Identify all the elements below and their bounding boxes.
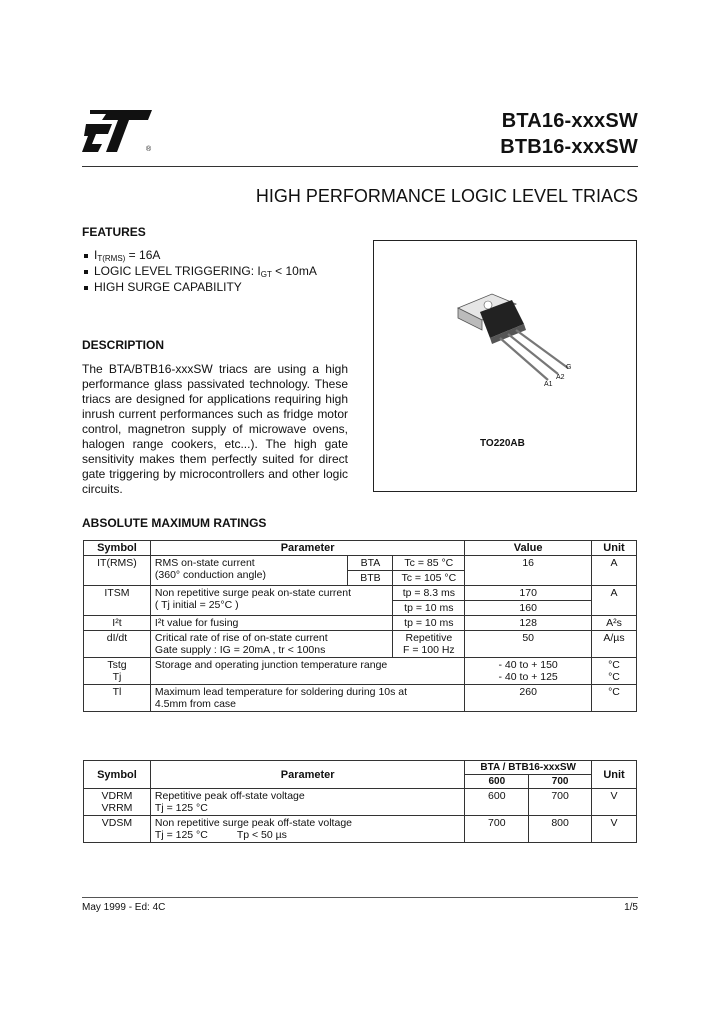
- feature-item: $I_{T(RMS)} = 16A$: [84, 248, 160, 263]
- table-subheader-row: 600 700: [84, 775, 637, 789]
- table-row: Tstg Tj Storage and operating junction temperature range - 40 to + 150 - 40 to + 125 °C °C: [84, 658, 637, 685]
- features-heading: FEATURES: [82, 225, 146, 239]
- table-row: IT(RMS) RMS on-state current (360° conduction angle) BTA Tc = 85 °C 16 A: [84, 556, 637, 571]
- pin-label-a2: A2: [556, 374, 565, 381]
- col-symbol: Symbol: [84, 541, 151, 556]
- table-row: Tl Maximum lead temperature for soldering during 10s at 4.5mm from case 260 °C: [84, 685, 637, 712]
- voltage-table: [83, 760, 637, 843]
- ratings-heading: ABSOLUTE MAXIMUM RATINGS: [82, 516, 267, 530]
- registered-mark: ®: [146, 146, 152, 153]
- part-number-bta: BTA16-xxxSW: [501, 110, 638, 132]
- package-name: TO220AB: [480, 438, 525, 449]
- table-row: VDSM Non repetitive surge peak off-state voltage Tj = 125 °C Tp < 50 µs 700 800 V: [84, 816, 637, 843]
- footer-rule: [82, 897, 638, 898]
- table-row: tp = 10 ms 160: [84, 601, 637, 616]
- pin-label-g: G: [566, 364, 572, 371]
- feature-item: LOGIC LEVEL TRIGGERING: $I_{GT} < 10mA$: [84, 264, 317, 279]
- ratings-table: [83, 540, 637, 712]
- page-number: 1/5: [624, 902, 638, 913]
- description-heading: DESCRIPTION: [82, 338, 165, 352]
- bullet-icon: [84, 286, 88, 290]
- table-row: VDRM VRRM Repetitive peak off-state voltage Tj = 125 °C 600 700 V: [84, 789, 637, 816]
- bullet-icon: [84, 254, 88, 258]
- footer-date: May 1999 - Ed: 4C: [82, 902, 166, 913]
- header-rule: [82, 166, 638, 167]
- col-unit: Unit: [592, 541, 637, 556]
- description-text: The BTA/BTB16-xxxSW triacs are using a high performance glass passivated technology. These triacs are designed for applications requiring high inrush current performances such as fridge motor control, magnetron supply of microwave ovens, halogen range cookers, etc...). The high gate sensitivity makes them perfectly suited for direct gate triggering by microcontrollers and other logic circuits.: [82, 362, 348, 496]
- table-row: ITSM Non repetitive surge peak on-state current ( Tj initial = 25°C ) tp = 8.3 ms 170 A: [84, 586, 637, 601]
- table-row: BTB Tc = 105 °C: [84, 571, 637, 586]
- page-subtitle: HIGH PERFORMANCE LOGIC LEVEL TRIACS: [255, 186, 638, 206]
- feature-item: HIGH SURGE CAPABILITY: [84, 280, 242, 294]
- st-logo: [82, 104, 152, 156]
- table-header-row: [84, 541, 637, 556]
- pin-label-a1: A1: [544, 381, 553, 388]
- part-number-btb: BTB16-xxxSW: [500, 136, 638, 158]
- table-row: I²t I²t value for fusing tp = 10 ms 128 A²s: [84, 616, 637, 631]
- table-row: dI/dt Critical rate of rise of on-state current Gate supply : IG = 20mA , tr < 100ns Repetitive F = 100 Hz 50 A/µs: [84, 631, 637, 658]
- col-value: Value: [465, 541, 592, 556]
- table-header-row: Symbol Parameter BTA / BTB16-xxxSW Unit: [84, 761, 637, 775]
- bullet-icon: [84, 270, 88, 274]
- col-parameter: Parameter: [150, 541, 464, 556]
